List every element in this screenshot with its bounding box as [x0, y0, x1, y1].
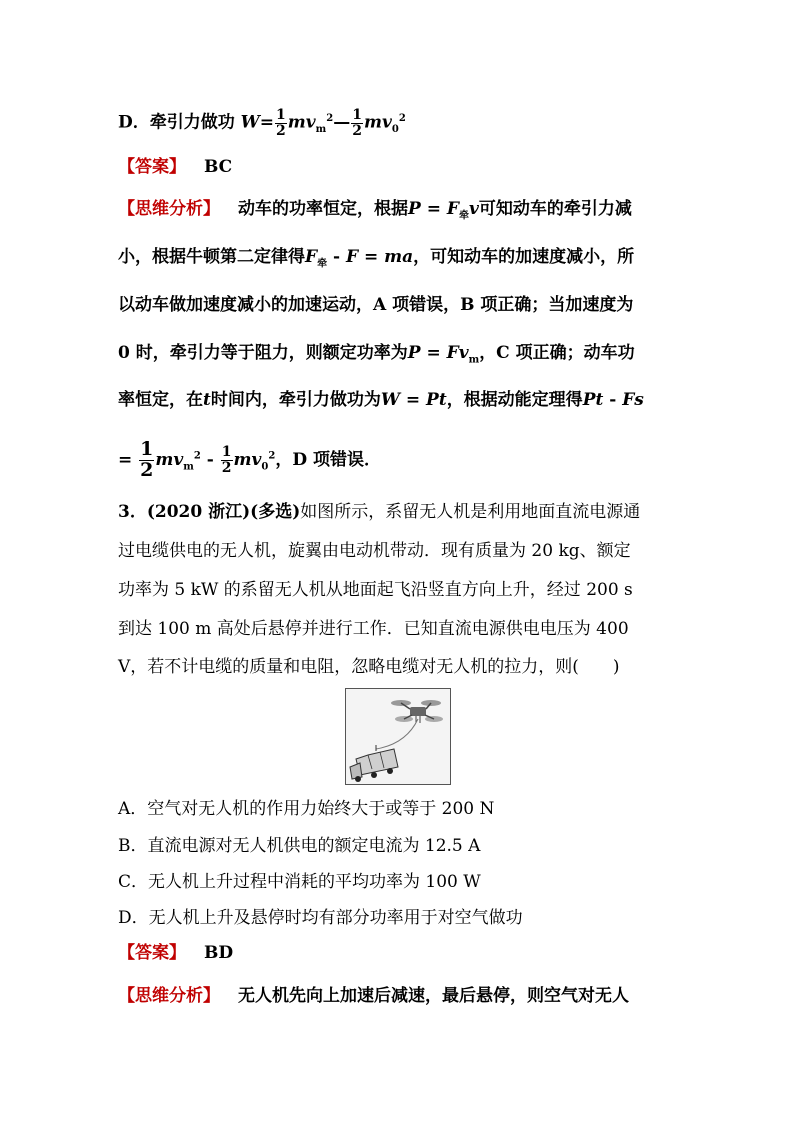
tethered-drone-figure [345, 688, 451, 785]
option-c: C．无人机上升过程中消耗的平均功率为 100 W [118, 872, 481, 892]
analysis-1-line-1: 【思维分析】 动车的功率恒定，根据$P = F_牵v$可知动车的牵引力减 [118, 199, 632, 222]
question-3-line-3: 功率为 5 kW 的系留无人机从地面起飞沿竖直方向上升，经过 200 s [118, 580, 633, 600]
drone-icon [391, 700, 443, 723]
answer-row-2 [118, 945, 678, 962]
answer-value: BC [204, 157, 233, 177]
fraction-half: $\frac{1}{2}$ [221, 444, 232, 476]
truck-icon [350, 745, 398, 782]
question-3-line-4: 到达 100 m 高处后悬停并进行工作．已知直流电源供电电压为 400 [118, 619, 629, 639]
analysis-2-line-1: 【思维分析】 无人机先向上加速后减速，最后悬停，则空气对无人 [118, 986, 629, 1006]
drone-truck-illustration [346, 689, 450, 784]
analysis-1-line-5: 率恒定，在t时间内，牵引力做功为W = Pt，根据动能定理得Pt - Fs [118, 390, 644, 410]
analysis-1-line-2: 小，根据牛顿第二定律得$F_牵$ - F = ma，可知动车的加速度减小，所 [118, 247, 635, 270]
option-b: B．直流电源对无人机供电的额定电流为 12.5 A [118, 836, 481, 856]
analysis-1-line-4: 0 时，牵引力等于阻力，则额定功率为$P = Fv_m$，C 项正确；动车功 [118, 343, 635, 366]
question-3-line-1: 3．(2020 浙江)(多选)如图所示，系留无人机是利用地面直流电源通 [118, 502, 641, 522]
fraction-half: $\frac{1}{2}$ [276, 107, 286, 139]
analysis-1-line-6: = $\frac{1}{2}$ $mv_m^2$ - $\frac{1}{2}$ $mv_0^2$，D 项错误． [118, 438, 382, 481]
option-a: A．空气对无人机的作用力始终大于或等于 200 N [118, 799, 495, 819]
analysis-1-line-3: 以动车做加速度减小的加速运动，A 项错误，B 项正确；当加速度为 [118, 295, 634, 315]
fraction-half-large: $\frac{1}{2}$ [140, 438, 154, 481]
question-3-line-5: V，若不计电缆的质量和电阻，忽略电缆对无人机的拉力，则( ) [118, 657, 620, 677]
fraction-half: $\frac{1}{2}$ [352, 107, 362, 139]
question-3-line-2: 过电缆供电的无人机，旋翼由电动机带动．现有质量为 20 kg、额定 [118, 541, 631, 561]
answer-row-1 [118, 159, 678, 176]
answer-tag: 【答案】 [118, 157, 186, 177]
analysis-tag: 【思维分析】 [118, 986, 220, 1006]
option-d: D．无人机上升及悬停时均有部分功率用于对空气做功 [118, 908, 523, 928]
answer-tag: 【答案】 [118, 943, 186, 963]
answer-value: BD [204, 943, 234, 963]
option-d-previous: D．牵引力做功 W= $\frac{1}{2}$ $mv_m^2—$ $\frac{1}{2}$ $mv_0^2$ [118, 107, 406, 139]
analysis-tag: 【思维分析】 [118, 199, 220, 219]
tether-cable [376, 719, 418, 749]
